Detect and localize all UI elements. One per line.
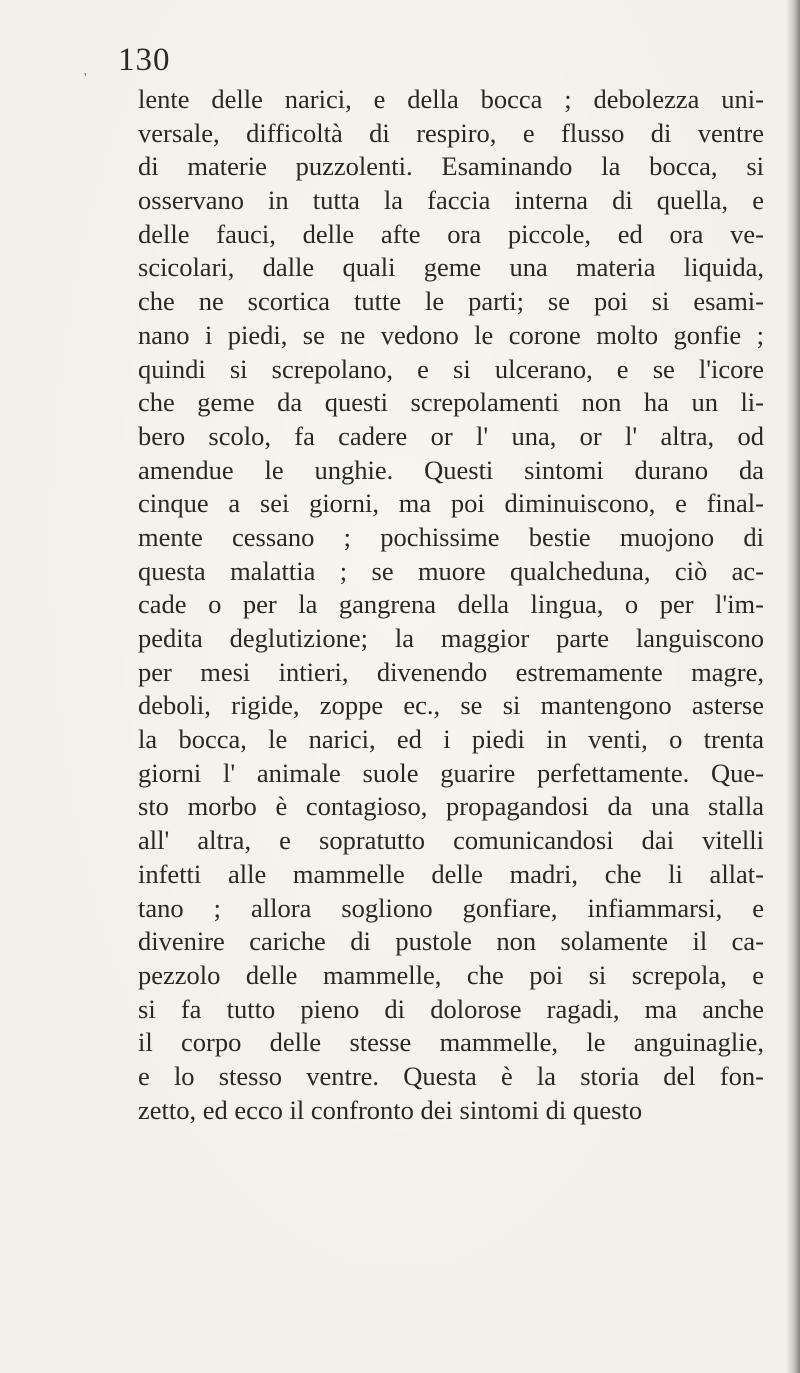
text-line: versale, difficoltà di respiro, e flusso di ventre (138, 117, 764, 148)
text-line: delle fauci, delle afte ora piccole, ed ora ve- (138, 218, 764, 249)
text-line: amendue le unghie. Questi sintomi durano da (138, 454, 764, 485)
text-line: pedita deglutizione; la maggior parte languiscono (138, 623, 764, 653)
page-edge-shadow (786, 0, 800, 1373)
text-line: si fa tutto pieno di dolorose ragadi, ma anche (138, 993, 764, 1024)
text-line: bero scolo, fa cadere or l' una, or l' altra, od (138, 420, 764, 451)
margin-mark: ' (84, 71, 87, 86)
text-line: cinque a sei giorni, ma poi diminuiscono, e final- (138, 488, 764, 519)
text-line: tano ; allora sogliono gonfiare, infiammarsi, e (138, 892, 764, 923)
text-line: quindi si screpolano, e si ulcerano, e se l'icore (138, 353, 764, 384)
text-line: giorni l' animale suole guarire perfettamente. Que- (138, 757, 764, 788)
text-line: e lo stesso ventre. Questa è la storia del fon- (138, 1060, 764, 1091)
text-line: la bocca, le narici, ed i piedi in venti, o trenta (138, 724, 764, 755)
text-line: che geme da questi screpolamenti non ha un li- (138, 387, 764, 418)
text-line: che ne scortica tutte le parti; se poi si esami- (138, 286, 764, 317)
text-line: all' altra, e sopratutto comunicandosi dai vitelli (138, 825, 764, 856)
text-line: sto morbo è contagioso, propagandosi da una stalla (138, 791, 764, 822)
text-line: lente delle narici, e della bocca ; debolezza uni- (138, 84, 764, 114)
text-line: infetti alle mammelle delle madri, che li allat- (138, 858, 764, 889)
text-line: questa malattia ; se muore qualcheduna, ciò ac- (138, 555, 764, 586)
text-line: il corpo delle stesse mammelle, le anguinaglie, (138, 1027, 764, 1058)
text-line: zetto, ed ecco il confronto dei sintomi di questo (138, 1094, 643, 1125)
text-line: nano i piedi, se ne vedono le corone molto gonfie ; (138, 319, 764, 350)
text-line: divenire cariche di pustole non solamente il ca- (138, 926, 764, 957)
text-line: di materie puzzolenti. Esaminando la bocca, si (138, 151, 764, 182)
text-line: osservano in tutta la faccia interna di quella, e (138, 185, 764, 216)
text-line: pezzolo delle mammelle, che poi si screpola, e (138, 959, 764, 990)
text-line: cade o per la gangrena della lingua, o per l'im- (138, 589, 764, 620)
page-number: 130 (118, 42, 171, 78)
text-line: scicolari, dalle quali geme una materia liquida, (138, 252, 764, 283)
text-line: deboli, rigide, zoppe ec., se si mantengono asterse (138, 690, 764, 721)
text-line: mente cessano ; pochissime bestie muojono di (138, 521, 764, 552)
text-line: per mesi intieri, divenendo estremamente magre, (138, 656, 764, 687)
body-text (138, 83, 764, 1127)
